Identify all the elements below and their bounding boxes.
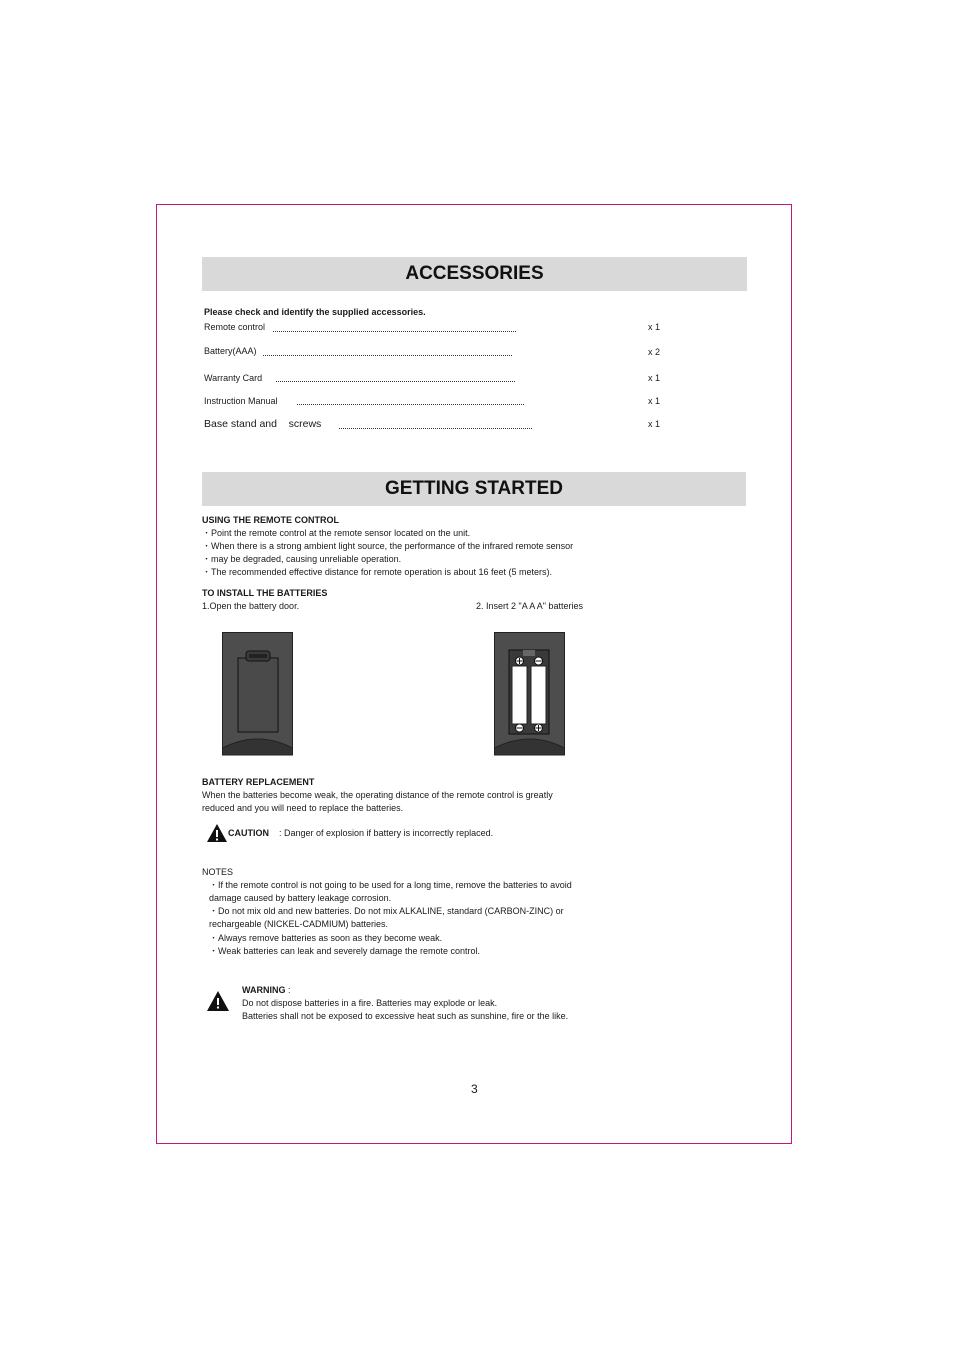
accessory-qty: x 1 bbox=[648, 373, 661, 383]
notes-line: damage caused by battery leakage corrosion. bbox=[209, 893, 392, 903]
accessory-qty: x 2 bbox=[648, 347, 661, 357]
warning-line: Do not dispose batteries in a fire. Batteries may explode or leak. bbox=[242, 998, 498, 1008]
caution-text: : Danger of explosion if battery is incorrectly replaced. bbox=[279, 828, 494, 838]
page-number: 3 bbox=[471, 1082, 478, 1096]
notes-line: ・If the remote control is not going to be used for a long time, remove the batteries to avoid bbox=[209, 880, 572, 890]
remote-heading: USING THE REMOTE CONTROL bbox=[202, 515, 339, 525]
install-step-1: 1.Open the battery door. bbox=[202, 601, 300, 611]
warning-heading bbox=[242, 984, 291, 997]
replacement-text: reduced and you will need to replace the batteries. bbox=[202, 803, 404, 813]
leader-dots bbox=[276, 381, 515, 382]
install-heading: TO INSTALL THE BATTERIES bbox=[202, 588, 328, 598]
notes-line: ・Weak batteries can leak and severely damage the remote control. bbox=[209, 946, 480, 956]
notes-line: rechargeable (NICKEL-CADMIUM) batteries. bbox=[209, 919, 389, 929]
warning-line: Batteries shall not be exposed to excessive heat such as sunshine, fire or the like. bbox=[242, 1011, 569, 1021]
remote-battery-door-illustration bbox=[222, 632, 294, 756]
leader-dots bbox=[263, 355, 512, 356]
leader-dots bbox=[273, 331, 516, 332]
leader-dots bbox=[339, 428, 532, 429]
caution-label: CAUTION bbox=[228, 828, 269, 838]
remote-bullet: ・may be degraded, causing unreliable operation. bbox=[202, 554, 402, 564]
getting-started-banner: GETTING STARTED bbox=[202, 472, 746, 506]
accessory-qty: x 1 bbox=[648, 322, 661, 332]
remote-bullet: ・When there is a strong ambient light source, the performance of the infrared remote sensor bbox=[202, 541, 574, 551]
replacement-text: When the batteries become weak, the operating distance of the remote control is greatly bbox=[202, 790, 553, 800]
accessory-name: Warranty Card bbox=[204, 373, 263, 383]
accessory-name: Base stand and screws bbox=[204, 418, 322, 430]
remote-batteries-inserted-illustration bbox=[494, 632, 566, 756]
accessories-intro: Please check and identify the supplied accessories. bbox=[204, 307, 426, 317]
accessory-name: Instruction Manual bbox=[204, 396, 278, 406]
notes-line: ・Do not mix old and new batteries. Do not mix ALKALINE, standard (CARBON-ZINC) or bbox=[209, 906, 564, 916]
remote-bullet: ・Point the remote control at the remote sensor located on the unit. bbox=[202, 528, 471, 538]
install-step-2: 2. Insert 2 "A A A" batteries bbox=[476, 601, 583, 611]
warning-suffix: : bbox=[285, 985, 291, 995]
accessories-banner: ACCESSORIES bbox=[202, 257, 747, 291]
accessory-name: Remote control bbox=[204, 322, 266, 332]
replacement-heading: BATTERY REPLACEMENT bbox=[202, 777, 315, 787]
warning-label: WARNING bbox=[242, 985, 286, 995]
notes-line: ・Always remove batteries as soon as they become weak. bbox=[209, 933, 443, 943]
remote-bullet: ・The recommended effective distance for remote operation is about 16 feet (5 meters). bbox=[202, 567, 553, 577]
leader-dots bbox=[297, 404, 524, 405]
caution-icon bbox=[206, 823, 228, 843]
notes-heading: NOTES bbox=[202, 867, 234, 877]
warning-icon bbox=[206, 990, 230, 1012]
accessory-qty: x 1 bbox=[648, 396, 661, 406]
accessory-name: Battery(AAA) bbox=[204, 346, 257, 356]
accessory-qty: x 1 bbox=[648, 419, 661, 429]
